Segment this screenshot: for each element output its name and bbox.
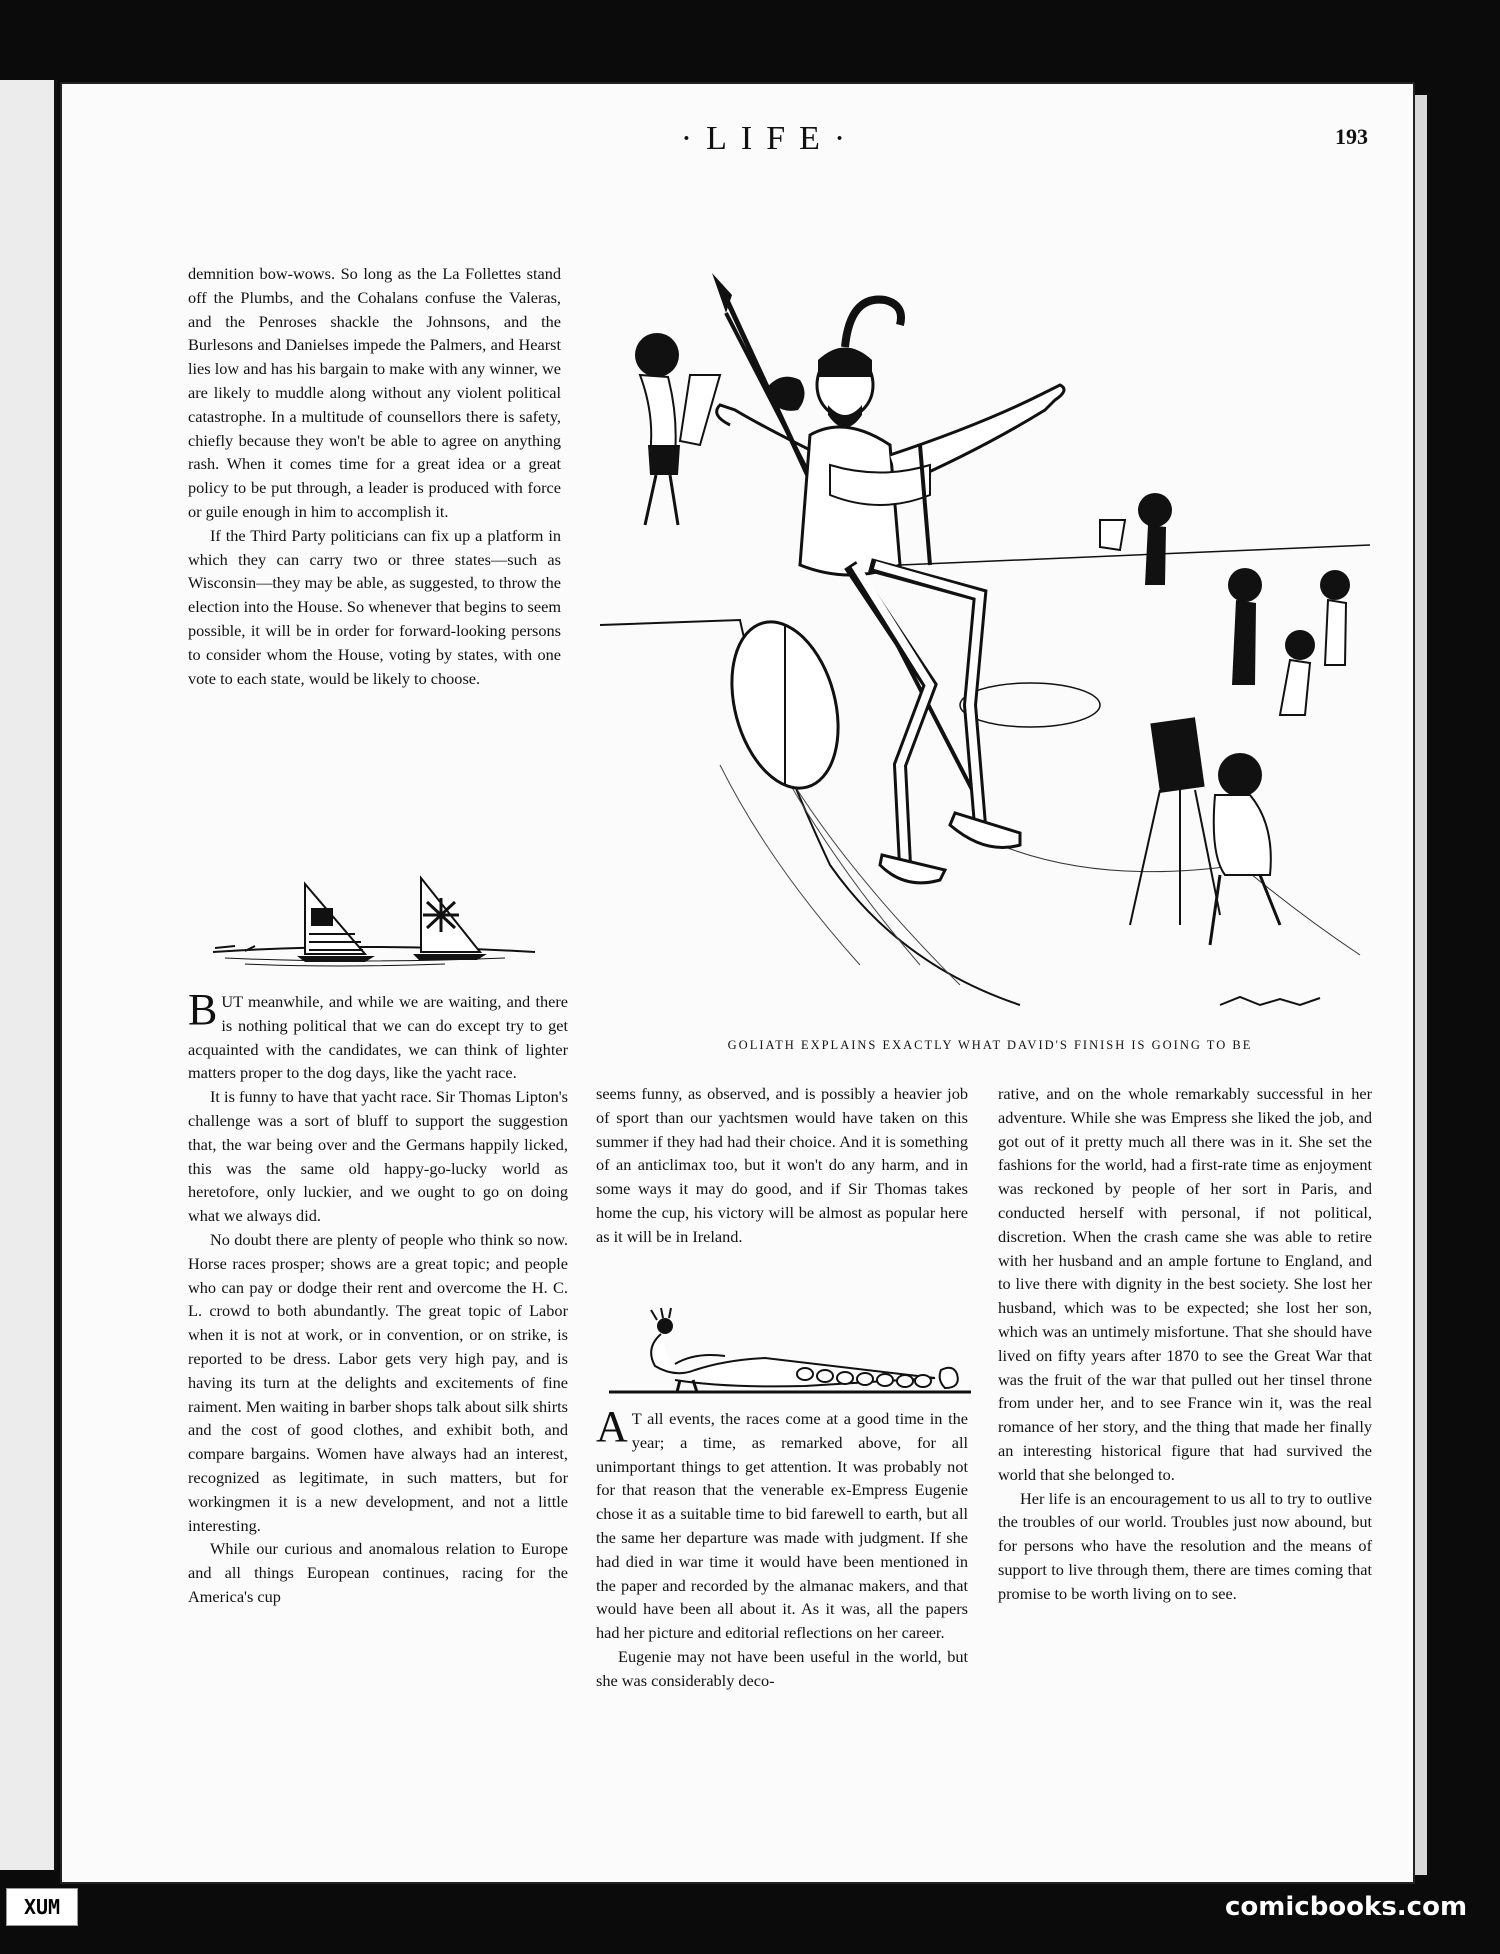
watermark-text: comicbooks.com <box>1225 1892 1468 1922</box>
paragraph: Her life is an encouragement to us all to try to outlive the troubles of our world. Troubles just now abound, but for persons who have the resolution and the means of support to live through them, there are times coming that promise to be worth living on to see. <box>998 1488 1372 1603</box>
source-label: XUM <box>6 1888 78 1926</box>
peacock-vignette-illustration <box>605 1308 975 1400</box>
paragraph: demnition bow-wows. So long as the La Follettes stand off the Plumbs, and the Cohalans confuse the Valeras, and the Penroses shackle the Johnsons, and the Burlesons and Danielses impede the Palmers, and Hearst lies low and has his bargain to make with any winner, we are likely to muddle along without any violent political catastrophe. In a multitude of counsellors there is safety, chiefly because they won't be able to agree on anything rash. When it comes time for a great idea or a great policy to be put through, a leader is produced with force or guile enough in him to accomplish it. <box>188 264 561 521</box>
left-page-edge <box>0 80 57 1870</box>
cartoon-caption: GOLIATH EXPLAINS EXACTLY WHAT DAVID'S FINISH IS GOING TO BE <box>727 1038 1253 1052</box>
masthead: ·LIFE· <box>680 120 860 157</box>
column-1-top <box>188 262 561 690</box>
paragraph: rative, and on the whole remarkably successful in her adventure. While she was Empress she liked the job, and got out of it pretty much all there was in it. She set the fashions for the world, had a first-rate time as enjoyment was reckoned by people of her sort in Paris, and conducted herself with personal, if not political, discretion. When the crash came she was able to retire with her husband and an ample fortune to England, and to live there with dignity in the best society. She lost her husband, which was to be expected; she lost her son, which was an untimely misfortune. That she should have lived on fifty years after 1870 to see the Great War that was the fruit of the war that pulled out her tinsel throne from under her, and to see France win it, was the real romance of her story, and the thing that made her finally an interesting historical figure that had survived the world that she belonged to. <box>998 1084 1372 1484</box>
small-sketchers <box>1100 493 1350 715</box>
paragraph: seems funny, as observed, and is possibly a heavier job of sport than our yachtsmen would have taken on this summer if they had had their choice. And it is something of an anticlimax too, but it won't do any harm, and in some ways it may do good, and if Sir Thomas takes home the cup, his victory will be almost as popular here as it will be in Ireland. <box>596 1084 968 1246</box>
right-page-edge <box>1415 95 1427 1875</box>
page-number: 193 <box>1335 124 1368 149</box>
column-1-bottom <box>188 985 568 1609</box>
goliath-cartoon-illustration <box>600 265 1370 1020</box>
boy-with-camera <box>1130 717 1280 945</box>
paragraph: A T all events, the races come at a good time in the year; a time, as remarked above, for all unimportant things to get attention. It was probably not for that reason that the venerable ex-Empress Eugenie chose it as a suitable time to bid farewell to earth, but all the same her departure was made with judgment. If she had died in war time it would have been mentioned in the paper and recorded by the almanac makers, and that would have been all about it. As it was, all the papers had her picture and editorial reflections on her career. <box>596 1402 968 1643</box>
paragraph: It is funny to have that yacht race. Sir Thomas Lipton's challenge was a sort of bluff to support the suggestion that, the war being over and the Germans happily licked, this was the same old happy-go-lucky world as heretofore, only luckier, and we ought to go on doing what we always did. <box>188 1087 568 1226</box>
drop-cap: B <box>188 985 218 1034</box>
drop-cap: A <box>596 1402 628 1451</box>
paragraph: While our curious and anomalous relation to Europe and all things European continues, racing for the America's cup <box>188 1539 568 1606</box>
paragraph: BUT meanwhile, and while we are waiting, and there is nothing political that we can do except try to get acquainted with the candidates, we can think of lighter matters proper to the dog days, like the yacht race. <box>188 985 568 1083</box>
yacht-vignette-illustration <box>205 872 540 977</box>
column-2-bottom <box>596 1402 968 1693</box>
paragraph: If the Third Party politicians can fix up a platform in which they can carry two or three states—such as Wisconsin—they may be able, as suggested, to throw the election into the House. So whenever that begins to seem possible, it will be in order for forward-looking persons to consider whom the House, voting by states, with one vote to each state, would be likely to choose. <box>188 525 561 688</box>
boy-with-sketchpad <box>635 333 720 525</box>
column-2-top <box>596 1082 968 1249</box>
paragraph: Eugenie may not have been useful in the world, but she was considerably deco- <box>596 1646 968 1690</box>
paragraph: No doubt there are plenty of people who think so now. Horse races prosper; shows are a great topic; and people who can pay or dodge their rent and overcome the H. C. L. crowd to both abundantly. The great topic of Labor when it is not at work, or in convention, or on strike, is reported to be dress. Labor gets very high pay, and is having its turn at the delights and excitements of fine raiment. Men waiting in barber shops talk about silk shirts and the cost of good clothes, and exhibit both, and compare bargains. Women have always had an interest, recognized as legitimate, in such matters, but for workingmen it is a new development, and not a little interesting. <box>188 1229 568 1535</box>
column-3 <box>998 1082 1372 1606</box>
